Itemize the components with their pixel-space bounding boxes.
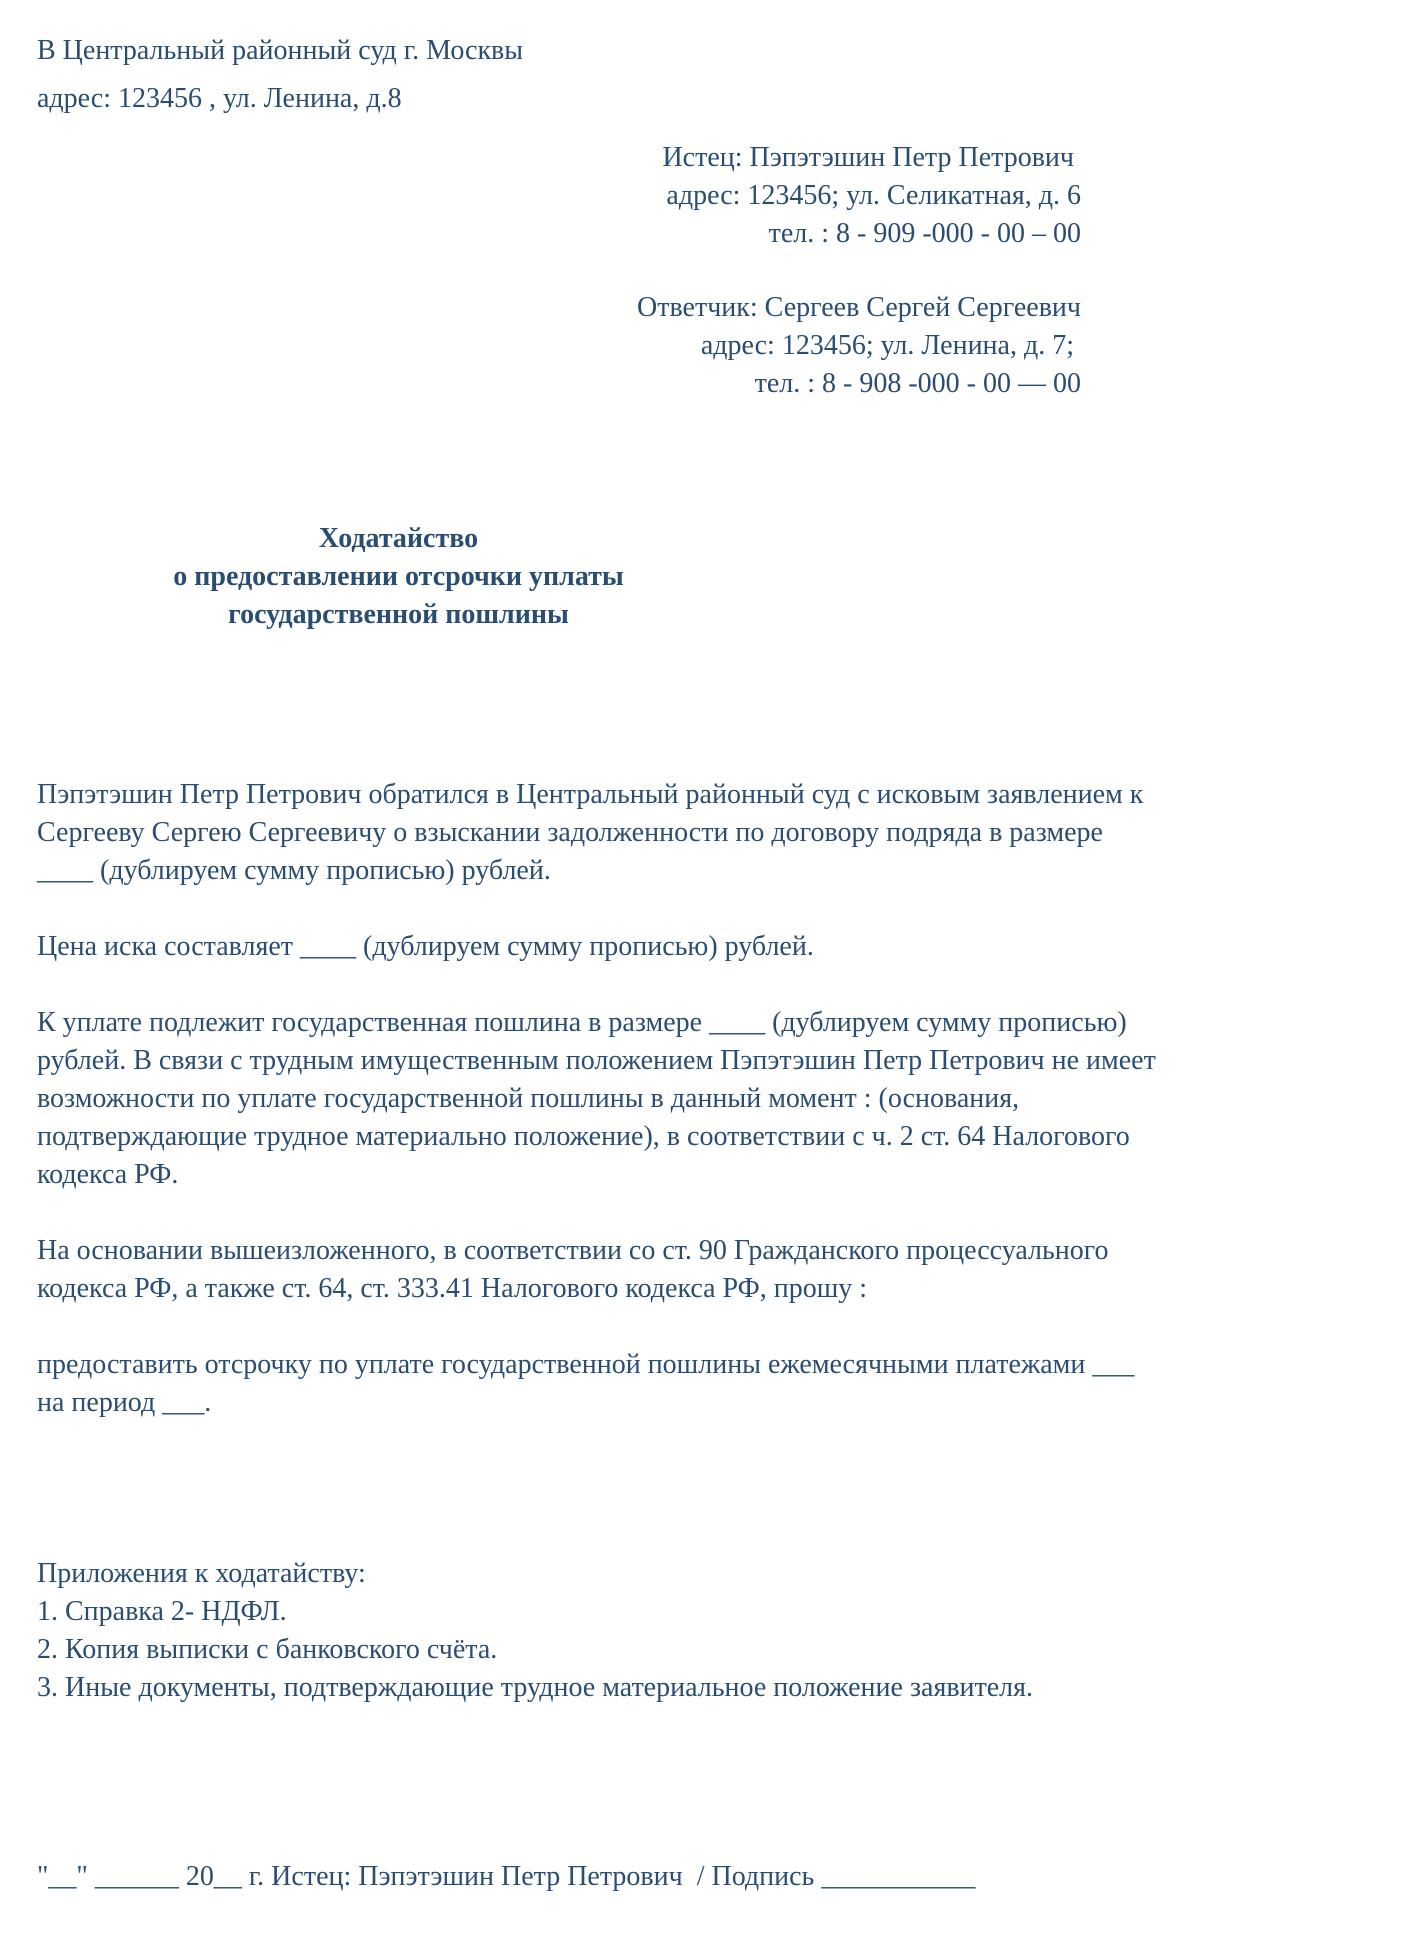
defendant-address: адрес: 123456; ул. Ленина, д. 7;	[700, 330, 1081, 361]
paragraph-duty	[37, 1004, 1377, 1194]
document-title	[0, 520, 1401, 634]
paragraph-grounds-text: На основании вышеизложенного, в соответствии со ст. 90 Гражданского процессуального кодекса РФ, а также ст. 64, ст. 333.41 Налогового кодекса РФ, прошу :	[37, 1235, 1109, 1304]
paragraph-claim	[37, 776, 1377, 890]
plaintiff-block	[181, 139, 1081, 253]
defendant-block	[181, 289, 1081, 403]
title-line-1: Ходатайство	[318, 523, 479, 554]
attachments-heading: Приложения к ходатайству:	[37, 1558, 366, 1589]
paragraph-claim-price	[37, 928, 1377, 966]
court-name: В Центральный районный суд г. Москвы	[37, 35, 524, 66]
paragraph-request-text: предоставить отсрочку по уплате государственной пошлины ежемесячными платежами ___ на период ___.	[37, 1349, 1135, 1418]
paragraph-claim-price-text: Цена иска составляет ____ (дублируем сумму прописью) рублей.	[37, 931, 814, 962]
paragraph-duty-text: К уплате подлежит государственная пошлина в размере ____ (дублируем сумму прописью) рублей. В связи с трудным имущественным положением Пэпэтэшин Петр Петрович не имеет возможности по уплате государственной пошлины в данный момент : (основания, подтверждающие трудное материально положение), в соответствии с ч. 2 ст. 64 Налогового кодекса РФ.	[37, 1007, 1156, 1190]
title-line-3: государственной пошлины	[228, 599, 569, 630]
list-item: 3. Иные документы, подтверждающие трудное материальное положение заявителя.	[37, 1672, 1034, 1703]
paragraph-request	[37, 1346, 1377, 1422]
defendant-phone: тел. : 8 - 908 -000 - 00 — 00	[754, 368, 1081, 399]
signature-line: "__" ______ 20__ г. Истец: Пэпэтэшин Петр Петрович / Подпись ___________	[37, 1861, 976, 1892]
list-item: 2. Копия выписки с банковского счёта.	[37, 1634, 498, 1665]
plaintiff-address: адрес: 123456; ул. Селикатная, д. 6	[666, 180, 1081, 211]
court-addressee	[37, 32, 937, 128]
defendant-name: Ответчик: Сергеев Сергей Сергеевич	[637, 292, 1081, 323]
plaintiff-name: Истец: Пэпэтэшин Петр Петрович	[662, 142, 1081, 173]
plaintiff-phone: тел. : 8 - 909 -000 - 00 – 00	[768, 218, 1081, 249]
attachments-list	[37, 1555, 1377, 1707]
title-line-2: о предоставлении отсрочки уплаты	[173, 561, 624, 592]
court-address: адрес: 123456 , ул. Ленина, д.8	[37, 83, 402, 114]
list-item: 1. Справка 2- НДФЛ.	[37, 1596, 287, 1627]
paragraph-grounds	[37, 1232, 1377, 1308]
paragraph-claim-text: Пэпэтэшин Петр Петрович обратился в Центральный районный суд с исковым заявлением к Сергееву Сергею Сергеевичу о взыскании задолженности по договору подряда в размере ____ (дублируем сумму прописью) рублей.	[37, 779, 1144, 886]
